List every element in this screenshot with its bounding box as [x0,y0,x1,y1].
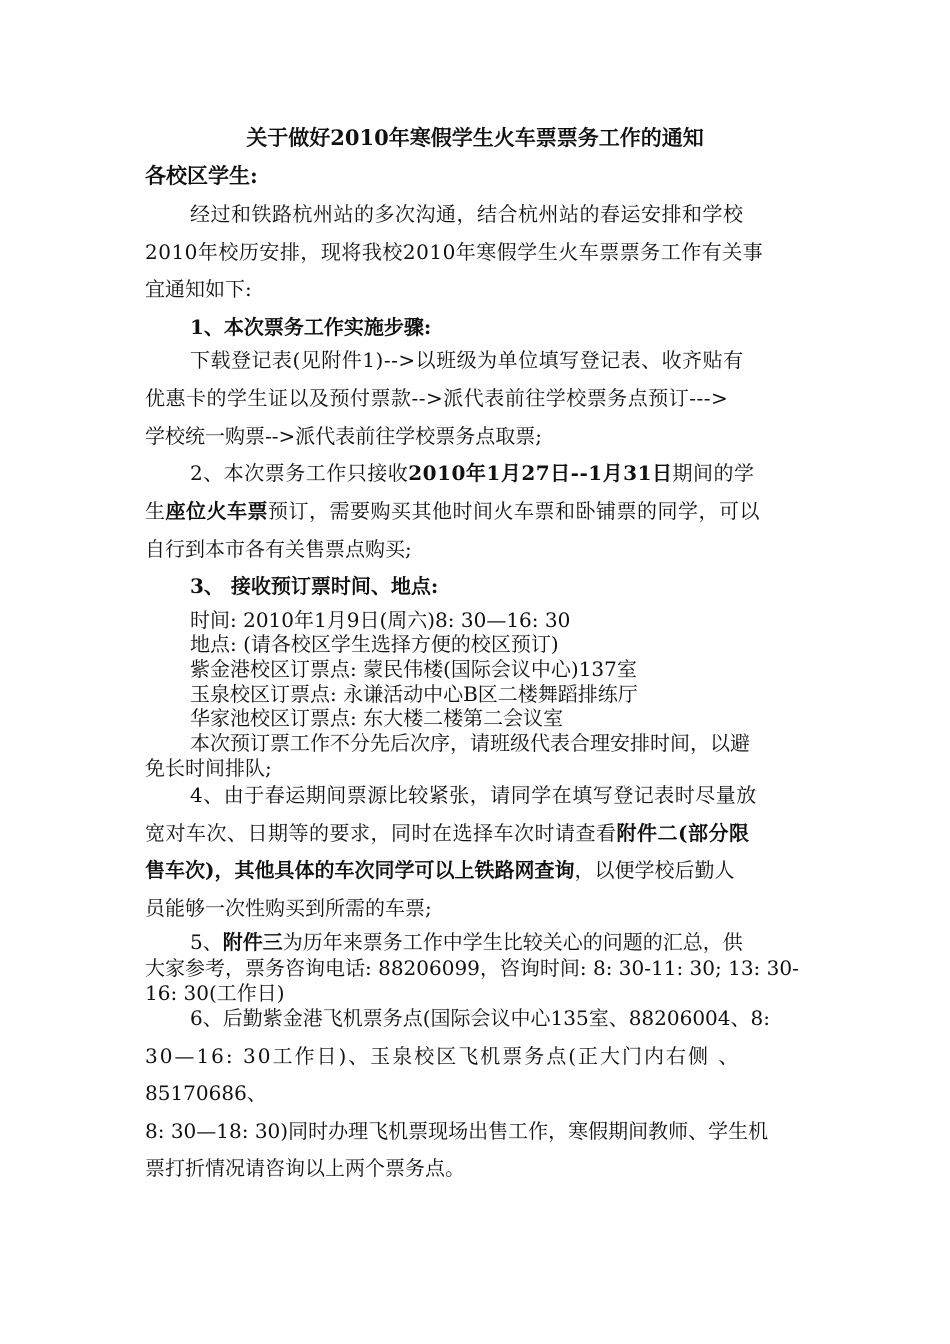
section-3-zijingang: 紫金港校区订票点: 蒙民伟楼(国际会议中心)137室 [190,657,637,681]
intro-line-1: 经过和铁路杭州站的多次沟通，结合杭州站的春运安排和学校 [190,202,744,226]
section-3-yuquan: 玉泉校区订票点: 永谦活动中心B区二楼舞蹈排练厅 [190,682,638,706]
section-6-line-5: 票打折情况请咨询以上两个票务点。 [145,1156,465,1180]
section-5-line-3: 16: 30(工作日) [145,981,285,1005]
section-2-text-end: 期间的学 [672,461,755,485]
section-4-line-2 [145,820,810,846]
section-6-line-1: 6、后勤紫金港飞机票务点(国际会议中心135室、88206004、8: [190,1006,770,1030]
section-2-text: 生 [145,499,166,523]
section-6-line-3: 85170686、 [145,1081,267,1105]
document-title: 关于做好2010年寒假学生火车票票务工作的通知 [246,125,704,150]
section-2-line-2 [145,498,810,524]
section-4-line-3 [145,857,810,883]
section-2-seat-ticket: 座位火车票 [165,499,268,523]
section-5-line-2: 大家参考，票务咨询电话: 88206099，咨询时间: 8: 30-11: 30; 13: 30- [145,956,799,980]
section-4-text: ，以便学校后勤人 [574,858,735,882]
attachment-2-ref: 附件二(部分限 [616,821,750,845]
section-2-line-3: 自行到本市各有关售票点购买; [145,537,412,561]
attachment-2-ref-cont: 售车次)，其他具体的车次同学可以上铁路网查询 [145,858,575,882]
section-3-time: 时间: 2010年1月9日(周六)8: 30—16: 30 [190,608,571,632]
intro-line-3: 宜通知如下: [145,277,252,301]
section-1-line-3: 学校统一购票-->派代表前往学校票务点取票; [145,424,543,448]
section-1-line-2: 优惠卡的学生证以及预付票款-->派代表前往学校票务点预订---> [145,386,729,410]
section-2-text-end: 预订，需要购买其他时间火车票和卧铺票的同学，可以 [268,499,760,523]
section-2-date-range: 2010年1月27日--1月31日 [408,461,673,485]
section-4-line-4: 员能够一次性购买到所需的车票; [145,896,432,920]
section-5-text: 为历年来票务工作中学生比较关心的问题的汇总，供 [282,930,743,954]
attachment-3-ref: 附件三 [222,930,283,954]
section-2-line-1 [190,460,855,486]
section-3-note-tail: 免长时间排队; [145,756,272,780]
section-3-location: 地点: (请各校区学生选择方便的校区预订) [190,632,559,656]
section-6-line-2: 30—16: 30工作日)、玉泉校区飞机票务点(正大门内右侧 、 [145,1044,741,1068]
section-1-heading: 1、本次票务工作实施步骤: [190,315,432,339]
section-4-text: 宽对车次、日期等的要求，同时在选择车次时请查看 [145,821,617,845]
section-6-line-4: 8: 30—18: 30)同时办理飞机票现场出售工作，寒假期间教师、学生机 [145,1119,769,1143]
section-3-note: 本次预订票工作不分先后次序，请班级代表合理安排时间，以避 [190,731,750,755]
section-1-line-1: 下载登记表(见附件1)-->以班级为单位填写登记表、收齐贴有 [190,348,744,372]
section-3-heading: 3、 接收预订票时间、地点: [190,574,439,598]
section-2-text: 2、本次票务工作只接收 [190,461,409,485]
section-3-huajiachi: 华家池校区订票点: 东大楼二楼第二会议室 [190,706,564,730]
section-5-number: 5、 [190,930,223,954]
section-4-line-1: 4、由于春运期间票源比较紧张，请同学在填写登记表时尽量放 [190,783,757,807]
section-5-line-1 [190,930,855,954]
salutation: 各校区学生: [145,163,258,188]
intro-line-2: 2010年校历安排，现将我校2010年寒假学生火车票票务工作有关事 [145,240,764,264]
